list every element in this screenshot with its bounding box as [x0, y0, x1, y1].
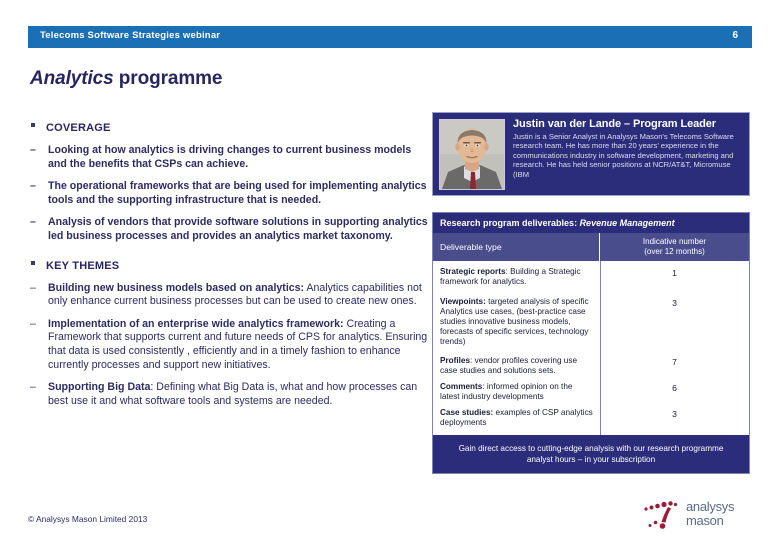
table-footer-banner: Gain direct access to cutting-edge analysis with our research programme analyst hours – in your subscription	[433, 435, 749, 473]
header-band	[28, 26, 752, 48]
dash-bullet-icon: –	[30, 381, 36, 394]
table-row	[433, 376, 749, 402]
dash-bullet-icon: –	[30, 144, 36, 156]
table-header-row	[433, 233, 749, 261]
list-item-lead: Building new business models based on analytics:	[48, 281, 305, 294]
table-title-main: Research program deliverables:	[440, 218, 580, 228]
column-divider	[600, 261, 601, 436]
column-header-line2: (over 12 months)	[644, 247, 705, 256]
cell-rest: targeted analysis of specific Analytics use cases, (best-practice case studies innovative business models, forecasts of specific services, technology trends)	[440, 297, 589, 346]
column-header-deliverable-type: Deliverable type	[433, 233, 600, 261]
cell-rest: : Building a Strategic framework for analytics.	[440, 267, 581, 286]
list-item	[28, 318, 428, 372]
list-item-text: The operational frameworks that are being used for implementing analytics tools and the supporting infrastructure that is needed.	[48, 180, 427, 206]
presenter-name: Justin van der Lande – Program Leader	[513, 118, 716, 130]
coverage-items	[28, 144, 428, 244]
cell-lead: Comments	[440, 382, 483, 391]
table-row	[433, 287, 749, 347]
section-coverage	[28, 118, 428, 136]
list-item	[28, 216, 428, 243]
cell-lead: Strategic reports	[440, 267, 506, 276]
cell-rest: examples of CSP analytics deployments	[440, 408, 593, 427]
list-item	[28, 381, 428, 408]
presenter-bio-text	[513, 118, 744, 179]
table-row	[433, 402, 749, 428]
column-header-line1: Indicative number	[642, 237, 707, 247]
table-title-italic: Revenue Management	[579, 218, 675, 228]
page-number: 6	[732, 30, 738, 41]
table-row	[433, 261, 749, 287]
cell-rest: : vendor profiles covering use case studies and solutions sets.	[440, 356, 577, 375]
cell-indicative-number: 3	[672, 409, 677, 419]
presenter-description: Justin is a Senior Analyst in Analysys Mason's Telecoms Software research team. He has more than 20 years' experience in the communications industry in software development, marketing and research. He has held senior positions at NCR/AT&T, Micromuse (IBM	[513, 132, 734, 179]
cell-lead: Case studies:	[440, 408, 494, 417]
cell-deliverable-type	[433, 408, 600, 428]
list-item-text: Creating a Framework that supports current and future needs of CPS for analytics. Ensuring that data is used consistently , efficiently and in a timely fashion to enhance currently processes and support new initiatives.	[48, 317, 428, 371]
section-key-themes	[28, 256, 428, 274]
logo-wordmark	[686, 500, 734, 528]
list-item	[28, 144, 428, 171]
list-item-text: : Defining what Big Data is, what and how processes can best use it and what software tools and systems are needed.	[48, 381, 418, 407]
content-column	[28, 118, 428, 417]
cell-deliverable-type	[433, 267, 600, 287]
deliverables-table	[432, 212, 750, 474]
cell-lead: Viewpoints:	[440, 297, 486, 306]
dash-bullet-icon: –	[30, 317, 36, 330]
cell-indicative-number: 6	[672, 383, 677, 393]
presenter-bio-box	[432, 112, 750, 196]
list-item-lead: Supporting Big Data	[48, 381, 151, 394]
list-item-text: Analysis of vendors that provide software solutions in supporting analytics led business processes and provides an analytics market taxonomy.	[48, 216, 428, 242]
dash-bullet-icon: –	[30, 180, 36, 193]
cell-indicative-number: 1	[672, 268, 677, 278]
column-header-indicative-number	[600, 233, 749, 261]
dash-bullet-icon: –	[30, 216, 36, 229]
list-item-text: Analytics capabilities not only enhance current business processes but can be used to create new ones.	[48, 281, 422, 308]
page-title-rest: programme	[113, 68, 223, 89]
analysys-mason-logo	[642, 498, 754, 534]
key-themes-items	[28, 282, 428, 409]
list-item-lead: Implementation of an enterprise wide analytics framework:	[48, 317, 344, 330]
cell-lead: Profiles	[440, 356, 471, 365]
list-item	[28, 282, 428, 309]
section-label: COVERAGE	[46, 122, 111, 134]
avatar	[439, 119, 505, 190]
page-title	[30, 68, 222, 90]
header-band-title: Telecoms Software Strategies webinar	[40, 30, 221, 41]
cell-rest: : informed opinion on the latest industry developments	[440, 382, 573, 401]
cell-deliverable-type	[433, 356, 600, 376]
table-row	[433, 347, 749, 376]
section-label: KEY THEMES	[46, 259, 120, 272]
table-title	[433, 213, 749, 233]
cell-deliverable-type	[433, 297, 600, 347]
page-title-emphasis: Analytics	[30, 68, 114, 89]
copyright-notice: © Analysys Mason Limited 2013	[28, 514, 148, 524]
list-item	[28, 180, 428, 207]
list-item-text: Looking at how analytics is driving changes to current business models and the benefits that CSPs can achieve.	[48, 144, 412, 170]
logo-mark-icon	[642, 498, 686, 532]
cell-deliverable-type	[433, 382, 600, 402]
dash-bullet-icon: –	[30, 281, 36, 294]
table-body	[433, 261, 749, 436]
square-bullet-icon	[31, 123, 35, 127]
cell-indicative-number: 3	[672, 298, 677, 308]
cell-indicative-number: 7	[672, 357, 677, 367]
square-bullet-icon	[31, 261, 35, 265]
logo-wordmark-line1: analysys	[686, 499, 735, 514]
logo-wordmark-line2: mason	[686, 513, 724, 528]
